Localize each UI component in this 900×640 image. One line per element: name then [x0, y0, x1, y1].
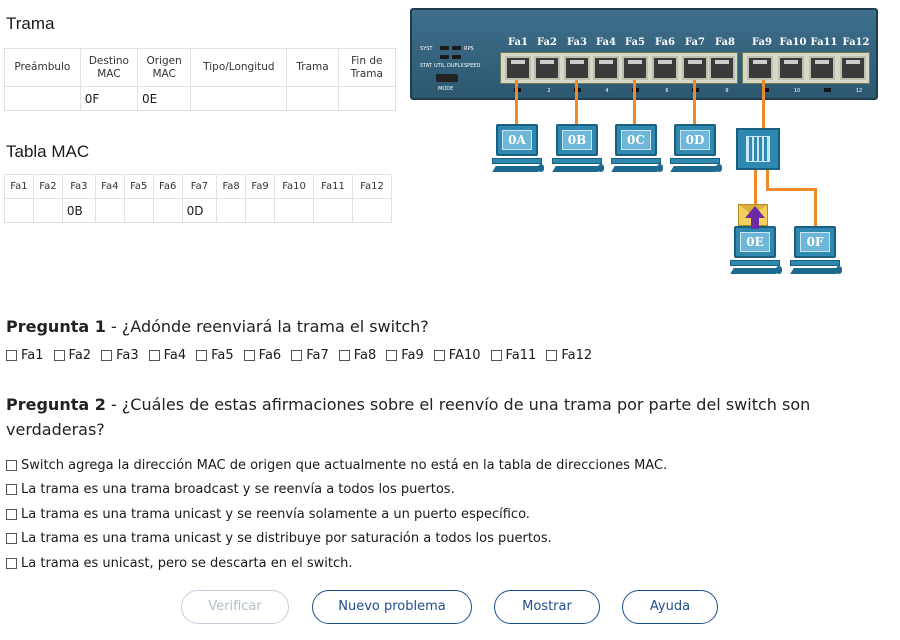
- q1-option-label: Fa3: [116, 348, 139, 363]
- pc-label-0c: 0C: [621, 130, 651, 150]
- q2-option-label: Switch agrega la dirección MAC de origen que actualmente no está en la tabla de direcciones MAC.: [21, 457, 668, 473]
- checkbox[interactable]: [6, 460, 17, 471]
- port-number-2: 2: [547, 88, 551, 94]
- checkbox[interactable]: [101, 350, 112, 361]
- question-2-label: Pregunta 2: [6, 395, 106, 414]
- port-number-10: 10: [793, 88, 801, 94]
- port-fa9: [747, 56, 773, 80]
- q1-option-fa1[interactable]: [6, 348, 44, 363]
- checkbox[interactable]: [6, 350, 17, 361]
- q2-option-5[interactable]: [6, 551, 667, 576]
- frame-cell-fcs: [338, 87, 395, 111]
- port-label-fa6: Fa6: [655, 37, 675, 48]
- q1-option-label: Fa2: [68, 348, 92, 363]
- wire-fa9: [762, 80, 765, 130]
- led-1: [440, 55, 449, 59]
- port-label-fa1: Fa1: [508, 37, 528, 48]
- mode-button: [436, 74, 458, 82]
- frame-header-dest-mac: Destino MAC: [80, 49, 137, 87]
- wire-fa1: [515, 80, 518, 126]
- pc-label-0f: 0F: [800, 232, 830, 252]
- mac-cell-fa7: 0D: [182, 199, 217, 223]
- question-1-options: [6, 348, 602, 363]
- q1-option-fa10[interactable]: [434, 348, 481, 363]
- port-fa4: [593, 56, 619, 80]
- q1-option-label: Fa8: [353, 348, 377, 363]
- mac-header-fa1: Fa1: [5, 175, 34, 199]
- checkbox[interactable]: [491, 350, 502, 361]
- mac-header-fa7: Fa7: [182, 175, 217, 199]
- port-label-fa4: Fa4: [596, 37, 616, 48]
- q2-option-2[interactable]: [6, 478, 667, 503]
- question-2-options: [6, 453, 667, 576]
- q2-option-label: La trama es unicast, pero se descarta en el switch.: [21, 555, 353, 571]
- frame-title: Trama: [6, 14, 55, 33]
- mac-cell-fa5: [124, 199, 153, 223]
- q2-option-label: La trama es una trama broadcast y se reenvía a todos los puertos.: [21, 482, 455, 498]
- new-problem-button[interactable]: Nuevo problema: [312, 590, 472, 624]
- q1-option-fa2[interactable]: [54, 348, 92, 363]
- question-2: [6, 392, 836, 442]
- port-label-fa7: Fa7: [685, 37, 705, 48]
- mac-header-fa12: Fa12: [352, 175, 391, 199]
- pc-0d: [670, 124, 722, 180]
- checkbox[interactable]: [196, 350, 207, 361]
- mac-cell-fa11: [314, 199, 353, 223]
- checkbox[interactable]: [434, 350, 445, 361]
- led-label-syst: SYST: [420, 46, 433, 52]
- checkbox[interactable]: [244, 350, 255, 361]
- mac-header-fa8: Fa8: [217, 175, 246, 199]
- port-fa8: [709, 56, 735, 80]
- help-button[interactable]: Ayuda: [622, 590, 718, 624]
- checkbox[interactable]: [546, 350, 557, 361]
- q1-option-label: Fa4: [163, 348, 187, 363]
- port-label-fa5: Fa5: [625, 37, 645, 48]
- wire-fa5: [633, 80, 636, 126]
- pc-0a: [492, 124, 544, 180]
- q1-option-label: Fa11: [505, 348, 537, 363]
- pc-0f: [790, 226, 842, 282]
- frame-cell-preamble: [5, 87, 81, 111]
- q1-option-label: Fa9: [401, 348, 424, 363]
- led-label-speed: SPEED: [464, 63, 481, 69]
- pc-0e: [730, 226, 782, 282]
- q1-option-label: Fa6: [258, 348, 282, 363]
- q1-option-label: Fa5: [211, 348, 234, 363]
- wire-hub-right: [766, 188, 816, 191]
- q1-option-label: Fa1: [21, 348, 44, 363]
- port-fa7: [682, 56, 708, 80]
- q1-option-label: Fa12: [561, 348, 593, 363]
- port-number-12: 12: [855, 88, 863, 94]
- checkbox[interactable]: [291, 350, 302, 361]
- mac-header-fa11: Fa11: [314, 175, 353, 199]
- port-label-fa12: Fa12: [842, 37, 870, 48]
- question-1-text: - ¿Adónde reenviará la trama el switch?: [105, 317, 429, 336]
- q2-option-1[interactable]: [6, 453, 667, 478]
- wire-hub-0f: [814, 188, 817, 228]
- mac-table: [4, 174, 392, 223]
- q1-option-fa6[interactable]: [244, 348, 282, 363]
- port-label-fa11: Fa11: [810, 37, 838, 48]
- frame-header-src-mac: Origen MAC: [138, 49, 191, 87]
- q2-option-label: La trama es una trama unicast y se reenvía solamente a un puerto específico.: [21, 506, 530, 522]
- mac-header-fa2: Fa2: [33, 175, 62, 199]
- question-1-label: Pregunta 1: [6, 317, 106, 336]
- port-number-6: 6: [665, 88, 669, 94]
- q1-option-fa7[interactable]: [291, 348, 329, 363]
- q1-option-fa3[interactable]: [101, 348, 139, 363]
- port-label-fa10: Fa10: [779, 37, 807, 48]
- q2-option-label: La trama es una trama unicast y se distribuye por saturación a todos los puertos.: [21, 531, 552, 547]
- q1-option-label: FA10: [448, 348, 481, 363]
- frame-cell-type: [191, 87, 287, 111]
- q1-option-fa8[interactable]: [339, 348, 377, 363]
- question-2-text: - ¿Cuáles de estas afirmaciones sobre el reenvío de una trama por parte del switch son verdaderas?: [6, 395, 811, 439]
- port-fa1: [505, 56, 531, 80]
- frame-header-data: Trama: [287, 49, 338, 87]
- led-rps: [452, 46, 461, 50]
- frame-cell-dest-mac: 0F: [80, 87, 137, 111]
- port-fa10: [778, 56, 804, 80]
- mac-cell-fa12: [352, 199, 391, 223]
- q1-option-fa11[interactable]: [491, 348, 537, 363]
- show-button[interactable]: Mostrar: [494, 590, 600, 624]
- mac-cell-fa10: [275, 199, 314, 223]
- q1-option-fa12[interactable]: [546, 348, 592, 363]
- led-2: [452, 55, 461, 59]
- port-label-fa8: Fa8: [715, 37, 735, 48]
- port-fa2: [534, 56, 560, 80]
- led-label-stat: STAT: [420, 63, 432, 69]
- mac-cell-fa4: [95, 199, 124, 223]
- mode-label: MODE: [438, 86, 454, 92]
- checkbox[interactable]: [54, 350, 65, 361]
- frame-header-preamble: Preámbulo: [5, 49, 81, 87]
- checkbox[interactable]: [6, 533, 17, 544]
- port-number-4: 4: [605, 88, 609, 94]
- mac-header-fa10: Fa10: [275, 175, 314, 199]
- wire-fa7: [693, 80, 696, 126]
- port-fa6: [652, 56, 678, 80]
- frame-header-fcs: Fin de Trama: [338, 49, 395, 87]
- pc-label-0b: 0B: [562, 130, 592, 150]
- q1-option-label: Fa7: [306, 348, 329, 363]
- wire-hub-down: [766, 170, 769, 190]
- port-label-fa2: Fa2: [537, 37, 557, 48]
- switch: [410, 8, 878, 100]
- pc-0c: [611, 124, 663, 180]
- pc-label-0a: 0A: [502, 130, 532, 150]
- frame-cell-src-mac: 0E: [138, 87, 191, 111]
- mac-cell-fa6: [153, 199, 182, 223]
- port-bay-1-8: [500, 52, 738, 84]
- q1-option-fa4[interactable]: [149, 348, 187, 363]
- mac-cell-fa1: [5, 199, 34, 223]
- port-label-fa3: Fa3: [567, 37, 587, 48]
- mac-header-fa9: Fa9: [246, 175, 275, 199]
- port-label-fa9: Fa9: [752, 37, 772, 48]
- mac-header-fa6: Fa6: [153, 175, 182, 199]
- q1-option-fa5[interactable]: [196, 348, 234, 363]
- checkbox[interactable]: [6, 509, 17, 520]
- pc-label-0e: 0E: [740, 232, 770, 252]
- frame-header-type: Tipo/Longitud: [191, 49, 287, 87]
- checkbox[interactable]: [6, 558, 17, 569]
- led-label-duplx: DUPLX: [447, 63, 464, 69]
- network-diagram: [410, 8, 882, 284]
- verify-button[interactable]: Verificar: [181, 590, 289, 624]
- checkbox[interactable]: [149, 350, 160, 361]
- frame-cell-data: [287, 87, 338, 111]
- frame-table: [4, 48, 396, 111]
- pc-0b: [552, 124, 604, 180]
- checkbox[interactable]: [386, 350, 397, 361]
- mac-header-fa4: Fa4: [95, 175, 124, 199]
- led-syst: [440, 46, 449, 50]
- led-label-rps: RPS: [464, 46, 474, 52]
- mac-cell-fa2: [33, 199, 62, 223]
- mac-cell-fa3: 0B: [62, 199, 95, 223]
- mac-header-fa3: Fa3: [62, 175, 95, 199]
- mac-cell-fa8: [217, 199, 246, 223]
- port-fa12: [840, 56, 866, 80]
- q1-option-fa9[interactable]: [386, 348, 424, 363]
- port-fa5: [622, 56, 648, 80]
- port-led-11: [824, 88, 831, 92]
- up-arrow-stem: [751, 217, 759, 229]
- q2-option-4[interactable]: [6, 527, 667, 552]
- checkbox[interactable]: [339, 350, 350, 361]
- wire-fa3: [575, 80, 578, 126]
- led-label-util: UTIL: [434, 63, 445, 69]
- pc-label-0d: 0D: [680, 130, 710, 150]
- hub: [736, 128, 780, 170]
- question-1: [6, 314, 429, 339]
- port-fa11: [809, 56, 835, 80]
- port-fa3: [564, 56, 590, 80]
- port-number-8: 8: [725, 88, 729, 94]
- checkbox[interactable]: [6, 484, 17, 495]
- mac-header-fa5: Fa5: [124, 175, 153, 199]
- mac-cell-fa9: [246, 199, 275, 223]
- mac-table-title: Tabla MAC: [6, 142, 90, 161]
- q2-option-3[interactable]: [6, 502, 667, 527]
